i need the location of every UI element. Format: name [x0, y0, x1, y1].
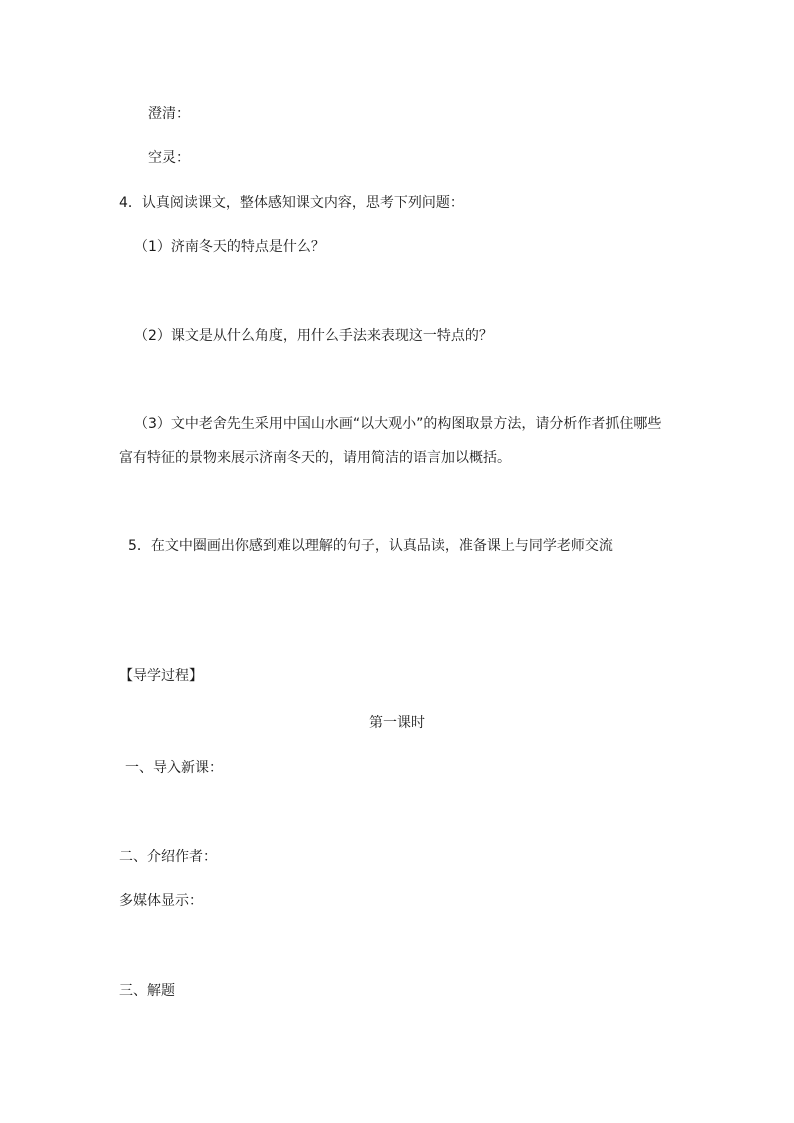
question-5: 5．在文中圈画出你感到难以理解的句子，认真品读，准备课上与同学老师交流: [128, 538, 613, 554]
question-4-2: （2）课文是从什么角度，用什么手法来表现这一特点的？: [134, 328, 493, 344]
question-4-3-line2: 富有特征的景物来展示济南冬天的，请用简洁的语言加以概括。: [119, 450, 511, 466]
step-3: 三、解题: [119, 983, 175, 999]
question-4-3-line1: （3）文中老舍先生采用中国山水画“以大观小”的构图取景方法，请分析作者抓住哪些: [134, 416, 662, 432]
step-1: 一、导入新课：: [125, 760, 223, 776]
question-4-1: （1）济南冬天的特点是什么？: [134, 239, 325, 255]
lesson-title: 第一课时: [369, 715, 425, 731]
multimedia-display: 多媒体显示：: [119, 893, 203, 909]
vocab-kongling: 空灵：: [148, 150, 190, 166]
step-2: 二、介绍作者：: [119, 849, 217, 865]
vocab-chengqing: 澄清：: [148, 106, 190, 122]
question-4: 4．认真阅读课文，整体感知课文内容，思考下列问题：: [119, 195, 464, 211]
section-heading: 【导学过程】: [119, 668, 203, 684]
